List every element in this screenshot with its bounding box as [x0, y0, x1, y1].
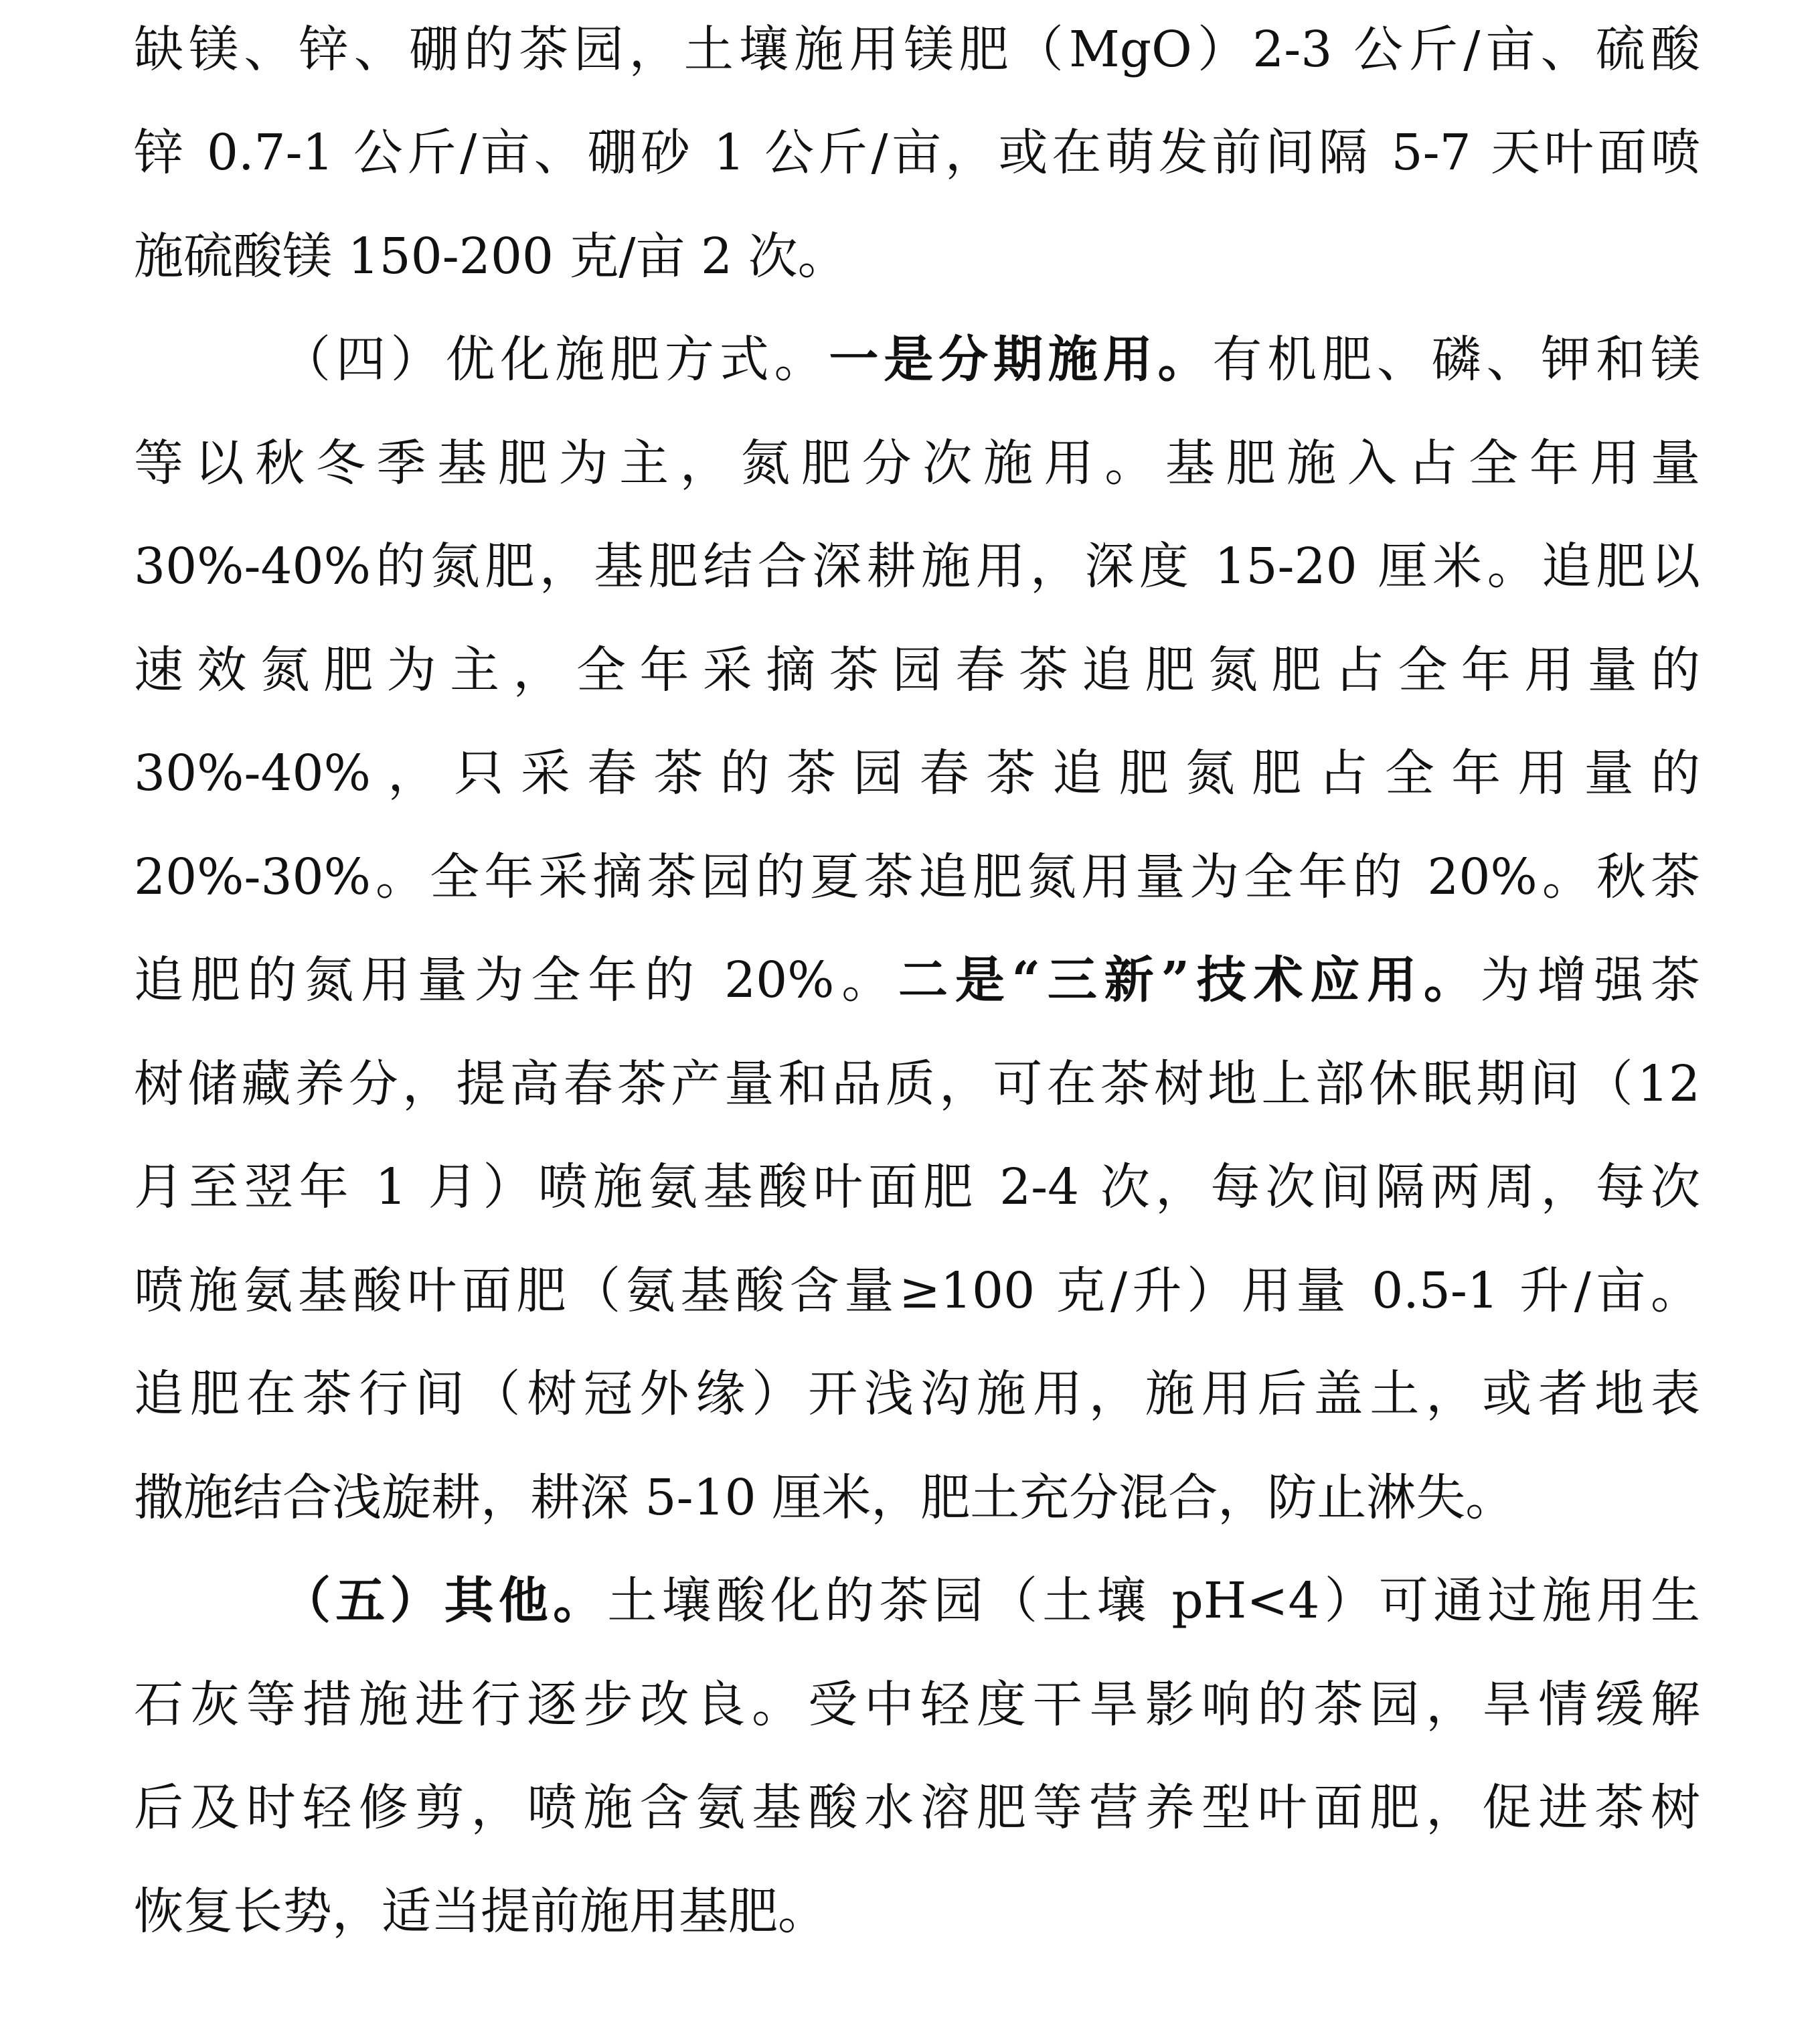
text-line-10-start: 追肥的氮用量为全年的 20%。	[134, 951, 899, 1009]
text-line-2: 锌 0.7-1 公斤/亩、硼砂 1 公斤/亩，或在萌发前间隔 5-7 天叶面喷	[134, 124, 1700, 181]
text-line-9: 20%-30%。全年采摘茶园的夏茶追肥氮用量为全年的 20%。秋茶	[134, 848, 1700, 906]
section-five-heading-line	[134, 1564, 1700, 1638]
text-line-13: 喷施氨基酸叶面肥（氨基酸含量≥100 克/升）用量 0.5-1 升/亩。	[134, 1262, 1700, 1320]
section-four-heading-line	[134, 323, 1700, 396]
text-line-11: 树储藏养分，提高春茶产量和品质，可在茶树地上部休眠期间（12	[134, 1055, 1700, 1113]
text-line-7: 速效氮肥为主，全年采摘茶园春茶追肥氮肥占全年用量的	[134, 641, 1700, 699]
document-page	[134, 0, 1700, 2030]
text-line-3: 施硫酸镁 150-200 克/亩 2 次。	[134, 228, 847, 285]
text-line-5: 等以秋冬季基肥为主，氮肥分次施用。基肥施入占全年用量	[134, 435, 1700, 492]
text-line-1: 缺镁、锌、硼的茶园，土壤施用镁肥（MgO）2-3 公斤/亩、硫酸	[134, 21, 1700, 78]
section-four-text: 有机肥、磷、钾和镁	[1212, 331, 1701, 388]
section-four-point-one: 一是分期施用。	[829, 331, 1213, 388]
text-line-12: 月至翌年 1 月）喷施氨基酸叶面肥 2-4 次，每次间隔两周，每次	[134, 1158, 1700, 1216]
text-line-10	[134, 943, 1700, 1017]
text-line-17: 石灰等措施进行逐步改良。受中轻度干旱影响的茶园，旱情缓解	[134, 1676, 1700, 1733]
text-line-8: 30%-40%，只采春茶的茶园春茶追肥氮肥占全年用量的	[134, 745, 1700, 802]
text-line-15: 撒施结合浅旋耕，耕深 5-10 厘米，肥土充分混合，防止淋失。	[134, 1469, 1515, 1527]
section-five-text: 土壤酸化的茶园（土壤 pH<4）可通过施用生	[607, 1572, 1700, 1630]
text-line-10-end: 为增强茶	[1480, 951, 1701, 1009]
text-line-14: 追肥在茶行间（树冠外缘）开浅沟施用，施用后盖土，或者地表	[134, 1365, 1700, 1423]
text-line-6: 30%-40%的氮肥，基肥结合深耕施用，深度 15-20 厘米。追肥以	[134, 538, 1700, 595]
text-line-18: 后及时轻修剪，喷施含氨基酸水溶肥等营养型叶面肥，促进茶树	[134, 1779, 1700, 1837]
text-line-19: 恢复长势，适当提前施用基肥。	[134, 1883, 827, 1940]
section-five-title: （五）其他。	[281, 1572, 608, 1630]
section-four-point-two: 二是“三新”技术应用。	[898, 951, 1481, 1009]
section-four-title: （四）优化施肥方式。	[281, 331, 829, 388]
